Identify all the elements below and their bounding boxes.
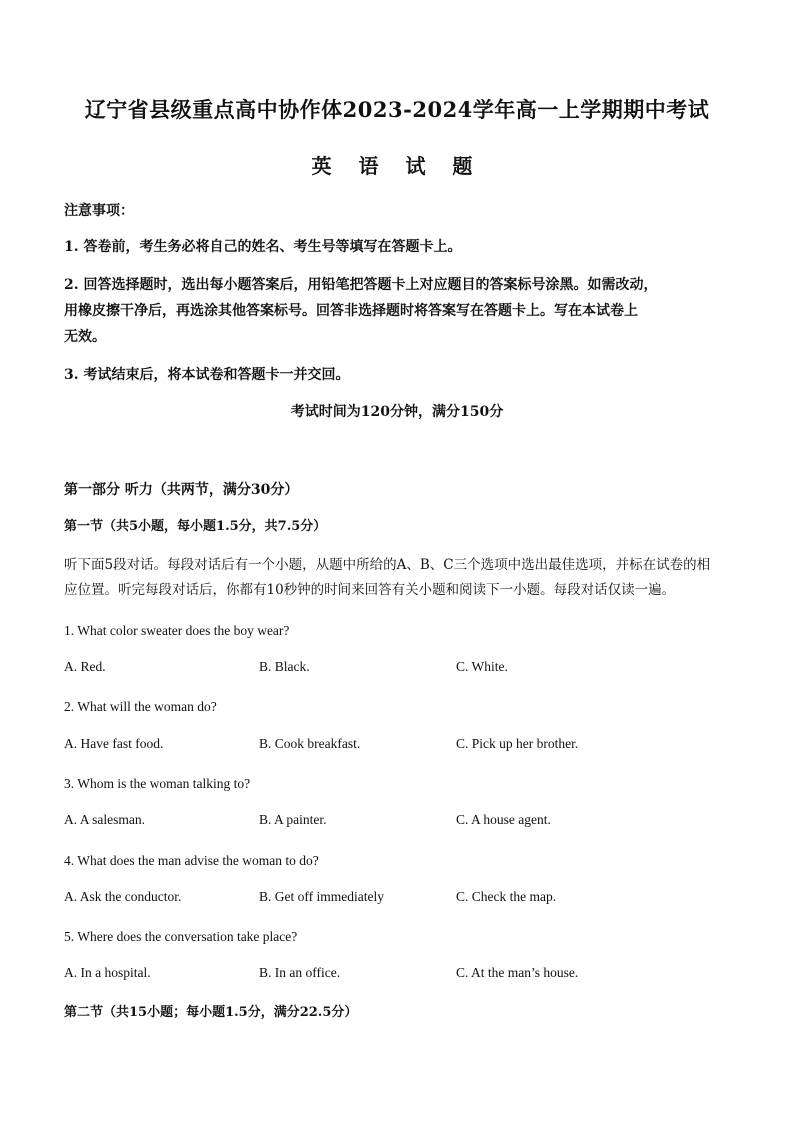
notice-item-3: 3. 考试结束后，将本试卷和答题卡一并交回。 — [64, 367, 350, 383]
question-3: 3. Whom is the woman talking to? — [64, 776, 251, 791]
exam-title: 辽宁省县级重点高中协作体2023-2024学年高一上学期期中考试 — [84, 97, 710, 122]
question-2: 2. What will the woman do? — [64, 699, 217, 714]
instructions-line1: 听下面5段对话。每段对话后有一个小题，从题中所给的A、B、C三个选项中选出最佳选项，并标在试卷的相 — [64, 557, 711, 573]
notice-heading: 注意事项： — [64, 203, 134, 219]
q1-option-a: A. Red. — [64, 659, 106, 674]
section1-heading: 第一节（共5小题，每小题1.5分，共7.5分） — [64, 519, 327, 534]
exam-subtitle: 英 语 试 题 — [311, 154, 483, 178]
q3-option-b: B. A painter. — [259, 812, 327, 827]
question-5: 5. Where does the conversation take place? — [64, 929, 298, 944]
q3-option-a: A. A salesman. — [64, 812, 145, 827]
q5-option-b: B. In an office. — [259, 965, 341, 980]
q4-option-b: B. Get off immediately — [259, 889, 384, 904]
q2-option-c: C. Pick up her brother. — [456, 736, 579, 751]
q1-option-c: C. White. — [456, 659, 508, 674]
question-1: 1. What color sweater does the boy wear? — [64, 623, 290, 638]
q2-option-a: A. Have fast food. — [64, 736, 164, 751]
notice-item-2-line3: 无效。 — [64, 329, 106, 345]
notice-item-2-line1: 2. 回答选择题时，选出每小题答案后，用铅笔把答题卡上对应题目的答案标号涂黑。如需改动， — [64, 277, 658, 293]
instructions-line2: 应位置。听完每段对话后，你都有10秒钟的时间来回答有关小题和阅读下一小题。每段对话仅读一遍。 — [64, 582, 676, 598]
q4-option-c: C. Check the map. — [456, 889, 557, 904]
notice-item-1: 1. 答卷前，考生务必将自己的姓名、考生号等填写在答题卡上。 — [64, 239, 462, 255]
q3-option-c: C. A house agent. — [456, 812, 551, 827]
q5-option-c: C. At the man’s house. — [456, 965, 579, 980]
question-4: 4. What does the man advise the woman to do? — [64, 853, 319, 868]
notice-item-2-line2: 用橡皮擦干净后，再选涂其他答案标号。回答非选择题时将答案写在答题卡上。写在本试卷上 — [64, 303, 638, 319]
part1-heading: 第一部分 听力（共两节，满分30分） — [64, 482, 299, 498]
time-score: 考试时间为120分钟，满分150分 — [290, 404, 504, 420]
q2-option-b: B. Cook breakfast. — [259, 736, 361, 751]
q4-option-a: A. Ask the conductor. — [64, 889, 182, 904]
q5-option-a: A. In a hospital. — [64, 965, 151, 980]
q1-option-b: B. Black. — [259, 659, 310, 674]
section2-heading: 第二节（共15小题；每小题1.5分，满分22.5分） — [64, 1005, 358, 1020]
